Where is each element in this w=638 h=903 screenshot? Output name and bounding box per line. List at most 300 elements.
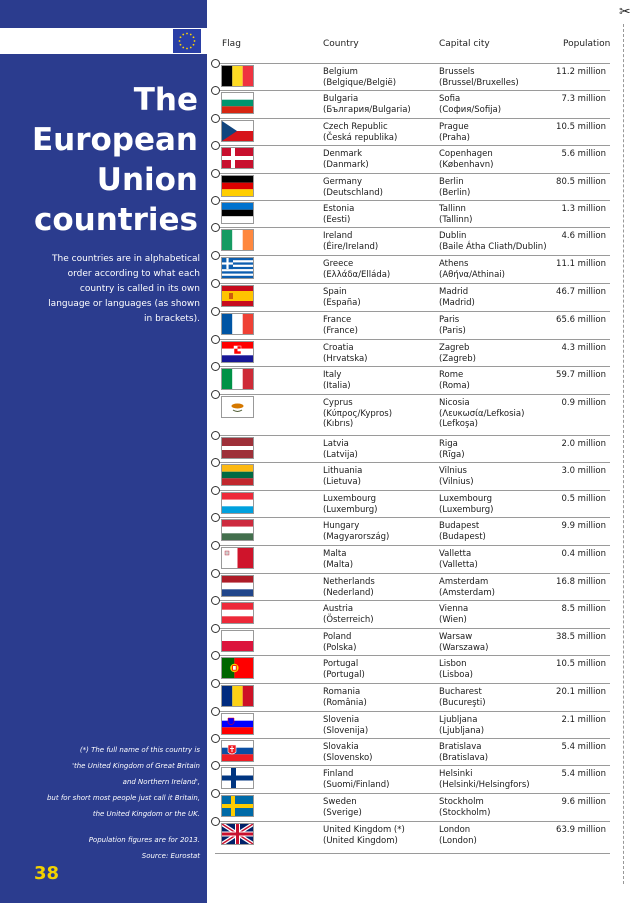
population-value: 4.3 million [561,343,606,353]
row-divider [215,853,610,854]
capital-name [439,659,473,680]
capital-name [439,632,488,653]
footnote-line: 'the United Kingdom of Great Britain [72,762,200,770]
ring-hole-icon [211,624,220,633]
population-value: 0.9 million [561,398,606,408]
country-native: (Österreich) [323,614,374,625]
population-value: 0.4 million [561,549,606,559]
population-value: 16.8 million [556,577,606,587]
population-value: 38.5 million [556,632,606,642]
country-english: Finland [323,769,354,779]
capital-english: Paris [439,315,460,325]
ring-hole-icon [211,817,220,826]
row-divider [215,821,610,822]
row-divider [215,600,610,601]
country-english: Denmark [323,149,363,159]
denmark-flag-icon [221,147,254,169]
capital-name [439,370,470,391]
greece-flag-icon [221,257,254,279]
country-native: (Česká republika) [323,132,398,143]
capital-name [439,797,490,818]
capital-english: Lisbon [439,659,467,669]
title-line: countries [33,202,198,238]
country-native: (United Kingdom) [323,835,398,846]
ring-hole-icon [211,223,220,232]
population-value: 65.6 million [556,315,606,325]
portugal-flag-icon [221,657,254,679]
footnote-line: (*) The full name of this country is [79,746,200,754]
capital-english: Ljubljana [439,715,478,725]
population-value: 46.7 million [556,287,606,297]
country-name [323,122,397,143]
header-country: Country [323,39,359,49]
capital-native: (Brussel/Bruxelles) [439,77,519,88]
row-divider [215,145,610,146]
capital-native: (Αθήνα/Athinai) [439,269,505,280]
row-divider [215,255,610,256]
slovakia-flag-icon [221,740,254,762]
cyprus-flag-icon [221,396,254,418]
country-name [323,204,354,225]
capital-native: (Lisboa) [439,669,473,680]
capital-name [439,259,505,280]
capital-name [439,149,493,170]
ring-hole-icon [211,789,220,798]
country-english: Lithuania [323,466,363,476]
netherlands-flag-icon [221,575,254,597]
ring-hole-icon [211,761,220,770]
country-english: Slovenia [323,715,360,725]
country-native: (Deutschland) [323,187,383,198]
capital-english: Vilnius [439,466,467,476]
capital-name [439,343,476,364]
country-english: Cyprus [323,398,353,408]
capital-english: Prague [439,122,469,132]
austria-flag-icon [221,602,254,624]
row-divider [215,545,610,546]
estonia-flag-icon [221,202,254,224]
row-divider [215,394,610,395]
country-name [323,466,362,487]
capital-native: (Stockholm) [439,807,491,818]
country-native: (Polska) [323,642,357,653]
capital-native: (Λευκωσία/Lefkosia) [439,408,525,419]
country-english: Estonia [323,204,355,214]
population-value: 9.6 million [561,797,606,807]
capital-english: Dublin [439,231,467,241]
eu-flag-icon [173,29,201,53]
country-native: (France) [323,325,358,336]
capital-name [439,521,486,542]
ring-hole-icon [211,169,220,178]
footnote-line: but for short most people just call it Britain, [46,794,200,802]
capital-native: (Berlin) [439,187,471,198]
capital-name [439,204,473,225]
country-native: (Portugal) [323,669,365,680]
country-english: Malta [323,549,347,559]
row-divider [215,435,610,436]
ring-hole-icon [211,307,220,316]
row-divider [215,628,610,629]
capital-english: Luxembourg [439,494,492,504]
country-english: Luxembourg [323,494,376,504]
ring-hole-icon [211,651,220,660]
capital-name [439,398,524,430]
country-name [323,549,353,570]
population-value: 4.6 million [561,231,606,241]
population-value: 10.5 million [556,122,606,132]
header-population: Population [563,39,611,49]
row-divider [215,683,610,684]
row-divider [215,63,610,64]
capital-native: (София/Sofija) [439,104,502,115]
population-value: 5.4 million [561,769,606,779]
capital-native: (Ljubljana) [439,725,485,736]
row-divider [215,517,610,518]
uk-flag-icon [221,823,254,845]
ring-hole-icon [211,114,220,123]
germany-flag-icon [221,175,254,197]
country-native: (Suomi/Finland) [323,779,390,790]
country-english: Spain [323,287,347,297]
country-name [323,494,377,515]
capital-name [439,769,530,790]
country-native: (България/Bulgaria) [323,104,411,115]
capital-name [439,742,488,763]
capital-english: Copenhagen [439,149,493,159]
country-name [323,742,373,763]
row-divider [215,283,610,284]
population-value: 11.1 million [556,259,606,269]
capital-name [439,94,501,115]
romania-flag-icon [221,685,254,707]
lithuania-flag-icon [221,464,254,486]
source-line: Source: Eurostat [141,852,200,860]
capital-native: (Tallinn) [439,214,473,225]
capital-native: (Madrid) [439,297,475,308]
country-english: Ireland [323,231,353,241]
country-name [323,370,351,391]
ring-hole-icon [211,541,220,550]
population-value: 8.5 million [561,604,606,614]
ring-hole-icon [211,335,220,344]
slovenia-flag-icon [221,713,254,735]
capital-native: (London) [439,835,477,846]
capital-english: Madrid [439,287,469,297]
country-english: Hungary [323,521,360,531]
population-value: 0.5 million [561,494,606,504]
row-divider [215,655,610,656]
capital-english: Zagreb [439,343,470,353]
cut-line [623,24,624,884]
capital-name [439,67,519,88]
population-value: 10.5 million [556,659,606,669]
country-name [323,343,368,364]
italy-flag-icon [221,368,254,390]
row-divider [215,311,610,312]
population-value: 9.9 million [561,521,606,531]
scissors-icon: ✂ [619,4,631,20]
finland-flag-icon [221,767,254,789]
country-name [323,259,390,280]
title-line: Union [96,162,198,198]
population-note [40,832,200,864]
ring-hole-icon [211,431,220,440]
spain-flag-icon [221,285,254,307]
country-name [323,231,378,252]
country-native: (Latvija) [323,449,358,460]
capital-name [439,315,466,336]
capital-english: Budapest [439,521,480,531]
ring-hole-icon [211,59,220,68]
population-value: 2.1 million [561,715,606,725]
capital-native: (Zagreb) [439,353,476,364]
capital-english: Stockholm [439,797,484,807]
page-number: 38 [34,863,60,884]
capital-native: (Baile Átha Cliath/Dublin) [439,241,547,252]
country-native: (Luxemburg) [323,504,378,515]
capital-native: (Budapest) [439,531,486,542]
ring-hole-icon [211,569,220,578]
title-line: The [133,82,198,118]
ring-hole-icon [211,513,220,522]
country-native: (Magyarország) [323,531,390,542]
population-value: 5.4 million [561,742,606,752]
latvia-flag-icon [221,437,254,459]
capital-name [439,177,470,198]
capital-name [439,494,493,515]
ireland-flag-icon [221,229,254,251]
country-name [323,797,362,818]
capital-name [439,439,465,460]
country-native: (Italia) [323,380,351,391]
country-english: United Kingdom (*) [323,825,405,835]
country-english: Croatia [323,343,354,353]
country-name [323,177,383,198]
capital-english: Amsterdam [439,577,489,587]
capital-english: Riga [439,439,458,449]
capital-name [439,122,470,143]
sweden-flag-icon [221,795,254,817]
capital-native: (Praha) [439,132,470,143]
country-name [323,94,411,115]
country-english: Poland [323,632,352,642]
ring-hole-icon [211,679,220,688]
population-note-line: Population figures are for 2013. [88,836,200,844]
capital-native: (Luxemburg) [439,504,494,515]
ring-hole-icon [211,279,220,288]
capital-name [439,231,547,252]
capital-native: (København) [439,159,494,170]
country-english: Sweden [323,797,357,807]
country-name [323,604,374,625]
capital-native: (Roma) [439,380,470,391]
capital-english: Sofia [439,94,461,104]
poland-flag-icon [221,630,254,652]
country-english: Slovakia [323,742,359,752]
ring-hole-icon [211,596,220,605]
ring-hole-icon [211,362,220,371]
country-english: Italy [323,370,342,380]
population-value: 20.1 million [556,687,606,697]
footnote [20,742,200,822]
ring-hole-icon [211,251,220,260]
population-value: 3.0 million [561,466,606,476]
country-native: (Éire/Ireland) [323,241,379,252]
country-name [323,577,375,598]
malta-flag-icon [221,547,254,569]
country-native: (Eesti) [323,214,351,225]
row-divider [215,490,610,491]
country-native: (Danmark) [323,159,369,170]
population-value: 7.3 million [561,94,606,104]
population-value: 63.9 million [556,825,606,835]
capital-name [439,825,477,846]
row-divider [215,366,610,367]
population-value: 2.0 million [561,439,606,449]
country-native: (Malta) [323,559,354,570]
row-divider [215,227,610,228]
ring-hole-icon [211,141,220,150]
country-name [323,715,368,736]
ring-hole-icon [211,486,220,495]
capital-native: (Bratislava) [439,752,489,763]
luxembourg-flag-icon [221,492,254,514]
capital-english: Rome [439,370,464,380]
country-english: Greece [323,259,354,269]
capital-name [439,287,475,308]
capital-english: London [439,825,471,835]
capital-name [439,549,478,570]
page-title [20,80,198,240]
country-english: Germany [323,177,363,187]
capital-native: (Helsinki/Helsingfors) [439,779,530,790]
header-flag: Flag [222,39,241,49]
header-capital: Capital city [439,39,490,49]
country-native: (Hrvatska) [323,353,368,364]
capital-native: (Valletta) [439,559,478,570]
capital-name [439,604,468,625]
capital-english: Helsinki [439,769,473,779]
country-native: (Ελλάδα/Elláda) [323,269,391,280]
country-name [323,769,390,790]
row-divider [215,339,610,340]
ring-hole-icon [211,390,220,399]
row-divider [215,200,610,201]
belgium-flag-icon [221,65,254,87]
capital-native: (Vilnius) [439,476,474,487]
row-divider [215,173,610,174]
country-name [323,398,392,430]
footnote-line: and Northern Ireland', [122,778,200,786]
row-divider [215,793,610,794]
country-native: (Belgique/België) [323,77,397,88]
intro-text: The countries are in alphabetical order according to what each country is called in its own language or languages (as shown in brackets). [48,254,200,324]
country-english: Czech Republic [323,122,388,132]
capital-native: (Wien) [439,614,467,625]
country-name [323,825,405,846]
population-value: 11.2 million [556,67,606,77]
row-divider [215,462,610,463]
country-native: (Slovensko) [323,752,373,763]
czech-flag-icon [221,120,254,142]
ring-hole-icon [211,86,220,95]
croatia-flag-icon [221,341,254,363]
capital-english: Tallinn [439,204,466,214]
country-english: France [323,315,352,325]
country-native: (Κύπρος/Kypros) [323,408,393,419]
hungary-flag-icon [221,519,254,541]
country-english: Bulgaria [323,94,359,104]
country-english: Romania [323,687,361,697]
country-native: (Nederland) [323,587,374,598]
country-english: Austria [323,604,354,614]
capital-english: Nicosia [439,398,470,408]
capital-native: (Bucureşti) [439,697,486,708]
ring-hole-icon [211,458,220,467]
population-value: 5.6 million [561,149,606,159]
capital-english: Valletta [439,549,472,559]
capital-name [439,577,495,598]
country-name [323,287,361,308]
capital-english: Vienna [439,604,469,614]
bulgaria-flag-icon [221,92,254,114]
population-value: 80.5 million [556,177,606,187]
capital-english: Bratislava [439,742,482,752]
country-name [323,632,356,653]
country-native: (Slovenija) [323,725,369,736]
country-english: Netherlands [323,577,375,587]
capital-name [439,687,486,708]
capital-native: (Amsterdam) [439,587,495,598]
country-name [323,439,358,460]
country-english: Latvia [323,439,349,449]
country-native: (Lietuva) [323,476,361,487]
country-native: (Sverige) [323,807,362,818]
footnote-line: the United Kingdom or the UK. [92,810,200,818]
row-divider [215,573,610,574]
row-divider [215,765,610,766]
country-name [323,67,396,88]
row-divider [215,118,610,119]
ring-hole-icon [211,734,220,743]
capital-native: (Lefkoşa) [439,419,478,429]
country-name [323,687,367,708]
country-native: (España) [323,297,361,308]
country-english: Belgium [323,67,358,77]
population-value: 59.7 million [556,370,606,380]
title-line: European [31,122,198,158]
ring-hole-icon [211,196,220,205]
capital-name [439,715,484,736]
france-flag-icon [221,313,254,335]
capital-name [439,466,474,487]
capital-english: Bucharest [439,687,482,697]
country-native: (România) [323,697,367,708]
capital-native: (Rīga) [439,449,465,460]
country-name [323,315,358,336]
capital-english: Brussels [439,67,475,77]
ring-hole-icon [211,707,220,716]
country-name [323,521,389,542]
row-divider [215,738,610,739]
country-english: Portugal [323,659,359,669]
capital-english: Athens [439,259,469,269]
country-name [323,149,369,170]
capital-english: Berlin [439,177,464,187]
capital-native: (Warszawa) [439,642,489,653]
population-value: 1.3 million [561,204,606,214]
